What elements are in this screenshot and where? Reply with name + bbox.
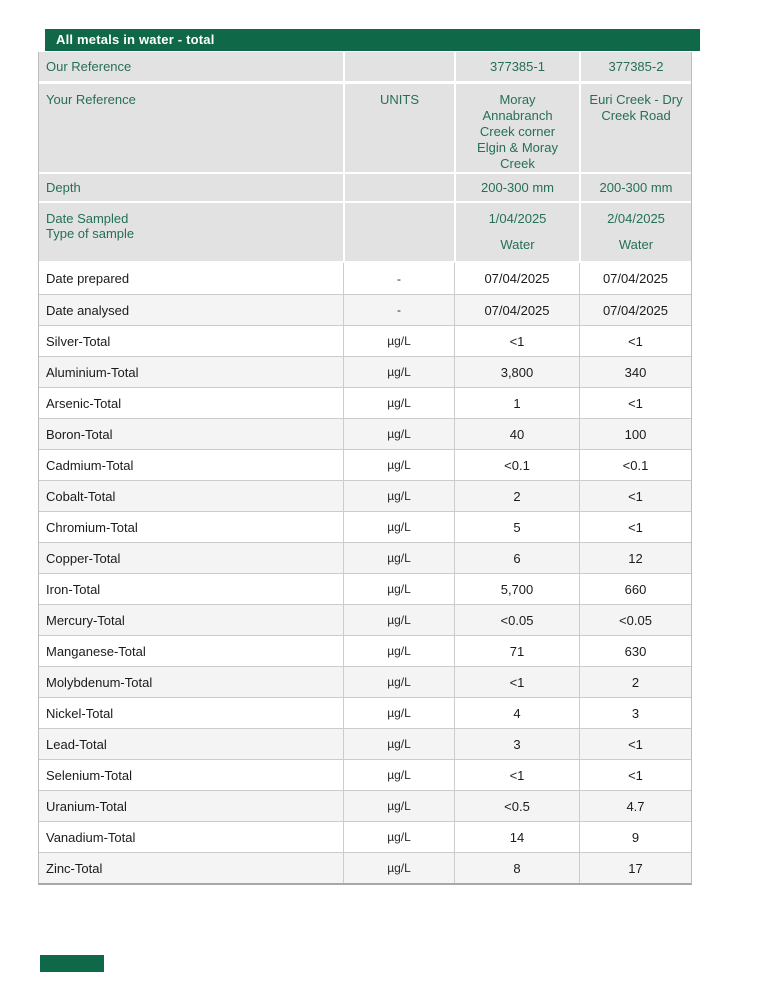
sample2-value: 2	[579, 667, 691, 697]
units-cell: µg/L	[343, 853, 454, 883]
table-row	[39, 697, 691, 728]
table-row	[39, 821, 691, 852]
table-row	[39, 790, 691, 821]
table-row	[39, 728, 691, 759]
sample2-value: 4.7	[579, 791, 691, 821]
analyte-label: Manganese-Total	[46, 643, 146, 659]
table-row-our-reference	[39, 52, 691, 81]
table-row	[39, 294, 691, 325]
sample2-value: 3	[579, 698, 691, 728]
analyte-label: Selenium-Total	[46, 767, 132, 783]
units-cell: µg/L	[343, 512, 454, 542]
units-cell: µg/L	[343, 481, 454, 511]
row-label: Your Reference	[46, 92, 136, 107]
sample1-value: 3	[454, 729, 579, 759]
analyte-label: Lead-Total	[46, 736, 107, 752]
sample1-value: 71	[454, 636, 579, 666]
analyte-label: Vanadium-Total	[46, 829, 136, 845]
units-cell: µg/L	[343, 605, 454, 635]
table-row	[39, 418, 691, 449]
sample1-site-name: Moray Annabranch Creek corner Elgin & Moray Creek	[477, 92, 558, 171]
table-row	[39, 263, 691, 294]
results-table	[38, 52, 692, 885]
units-cell: µg/L	[343, 450, 454, 480]
sample1-type: Water	[500, 237, 535, 252]
sample2-value: 07/04/2025	[579, 295, 691, 325]
table-row	[39, 356, 691, 387]
analyte-label: Mercury-Total	[46, 612, 125, 628]
analyte-label: Iron-Total	[46, 581, 101, 597]
units-cell: -	[343, 295, 454, 325]
sample1-value: 5,700	[454, 574, 579, 604]
sample1-value: <0.1	[454, 450, 579, 480]
sample2-site-name: Euri Creek - Dry Creek Road	[589, 92, 683, 123]
units-cell	[343, 52, 454, 81]
sample1-value: 07/04/2025	[454, 295, 579, 325]
table-row	[39, 604, 691, 635]
sample1-value: 1	[454, 388, 579, 418]
analyte-label: Chromium-Total	[46, 519, 138, 535]
table-row-depth	[39, 174, 691, 201]
table-row	[39, 542, 691, 573]
units-column-header: UNITS	[343, 84, 454, 172]
analyte-label: Boron-Total	[46, 426, 113, 442]
units-cell: µg/L	[343, 326, 454, 356]
sample2-value: 630	[579, 636, 691, 666]
sample1-depth: 200-300 mm	[454, 174, 579, 201]
results-rows	[39, 263, 691, 883]
sample1-value: 6	[454, 543, 579, 573]
sample2-date-sampled: 2/04/2025	[607, 211, 665, 226]
sample1-value: <0.5	[454, 791, 579, 821]
units-cell: µg/L	[343, 419, 454, 449]
units-cell: µg/L	[343, 388, 454, 418]
analyte-label: Uranium-Total	[46, 798, 127, 814]
analyte-label: Cadmium-Total	[46, 457, 134, 473]
sample2-type: Water	[618, 237, 654, 252]
sample2-value: 07/04/2025	[579, 263, 691, 294]
table-row	[39, 387, 691, 418]
analyte-label: Molybdenum-Total	[46, 674, 153, 690]
table-row	[39, 511, 691, 542]
sample2-value: <1	[579, 388, 691, 418]
sample2-depth: 200-300 mm	[579, 174, 691, 201]
sample2-value: 660	[579, 574, 691, 604]
table-row	[39, 666, 691, 697]
sample2-value: 100	[579, 419, 691, 449]
row-label: Our Reference	[46, 59, 132, 74]
analyte-label: Date prepared	[46, 271, 130, 286]
sample1-value: 8	[454, 853, 579, 883]
sample2-value: <1	[579, 512, 691, 542]
units-cell: µg/L	[343, 729, 454, 759]
section-title: All metals in water - total	[56, 32, 215, 47]
units-cell: µg/L	[343, 667, 454, 697]
sample1-value: 40	[454, 419, 579, 449]
units-cell: µg/L	[343, 636, 454, 666]
analyte-label: Date analysed	[46, 302, 130, 318]
type-of-sample-label: Type of sample	[46, 226, 135, 241]
sample2-value: <1	[579, 326, 691, 356]
sample1-value: 3,800	[454, 357, 579, 387]
sample2-value: <1	[579, 729, 691, 759]
section-header-bar	[45, 29, 700, 51]
sample1-value: <1	[454, 760, 579, 790]
units-cell: µg/L	[343, 574, 454, 604]
sample1-date-sampled: 1/04/2025	[488, 211, 547, 226]
sample2-value: <0.1	[579, 450, 691, 480]
date-sampled-label: Date Sampled	[46, 211, 129, 226]
table-row	[39, 573, 691, 604]
table-row-your-reference	[39, 84, 691, 172]
units-cell	[343, 174, 454, 201]
units-cell: µg/L	[343, 698, 454, 728]
sample2-value: 12	[579, 543, 691, 573]
sample1-value: <1	[454, 667, 579, 697]
sample1-value: <1	[454, 326, 579, 356]
sample2-value: <1	[579, 760, 691, 790]
analyte-label: Copper-Total	[46, 550, 121, 566]
analyte-label: Silver-Total	[46, 333, 111, 349]
units-cell: µg/L	[343, 791, 454, 821]
analyte-label: Arsenic-Total	[46, 395, 122, 411]
sample2-value: 9	[579, 822, 691, 852]
units-cell: -	[343, 263, 454, 294]
sample1-value: 07/04/2025	[454, 263, 579, 294]
analyte-label: Nickel-Total	[46, 705, 114, 721]
sample1-reference: 377385-1	[454, 52, 579, 81]
sample1-value: 5	[454, 512, 579, 542]
table-row	[39, 759, 691, 790]
table-row	[39, 325, 691, 356]
units-cell: µg/L	[343, 822, 454, 852]
units-cell: µg/L	[343, 760, 454, 790]
analyte-label: Aluminium-Total	[46, 364, 139, 380]
units-cell-empty	[343, 203, 454, 261]
analyte-label: Cobalt-Total	[46, 488, 116, 504]
sample2-value: <0.05	[579, 605, 691, 635]
next-section-header-partial	[40, 955, 104, 972]
table-row	[39, 480, 691, 511]
sample1-value: <0.05	[454, 605, 579, 635]
sample1-value: 2	[454, 481, 579, 511]
sample2-value: 17	[579, 853, 691, 883]
table-row-sampled-and-type	[39, 203, 691, 261]
table-row	[39, 852, 691, 883]
units-cell: µg/L	[343, 543, 454, 573]
table-row	[39, 449, 691, 480]
table-row	[39, 635, 691, 666]
sample1-value: 14	[454, 822, 579, 852]
sample2-value: <1	[579, 481, 691, 511]
analyte-label: Zinc-Total	[46, 860, 103, 876]
sample1-value: 4	[454, 698, 579, 728]
sample2-reference: 377385-2	[579, 52, 691, 81]
sample2-value: 340	[579, 357, 691, 387]
row-label: Depth	[46, 180, 81, 195]
units-cell: µg/L	[343, 357, 454, 387]
